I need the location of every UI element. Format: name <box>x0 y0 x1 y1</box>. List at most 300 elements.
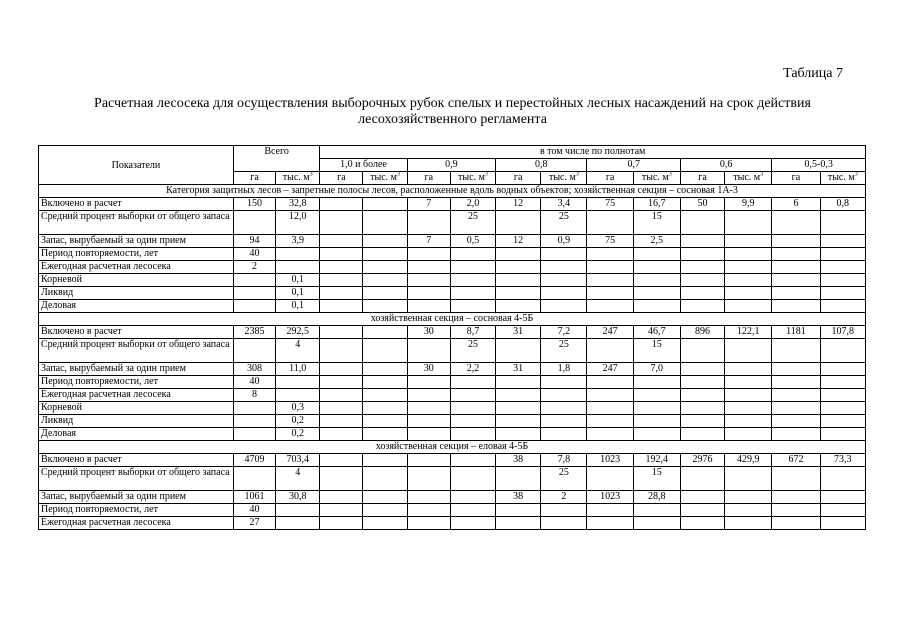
table-row <box>39 467 866 491</box>
table-title <box>40 96 865 128</box>
table-cell: 2 <box>541 491 587 504</box>
table-cell: 28,8 <box>633 491 680 504</box>
table-cell <box>407 376 450 389</box>
table-cell: 27 <box>233 517 275 530</box>
table-cell <box>633 261 680 274</box>
table-cell: 4 <box>276 467 320 491</box>
table-cell <box>820 300 865 313</box>
table-cell <box>320 428 363 441</box>
table-cell <box>633 504 680 517</box>
table-cell <box>407 402 450 415</box>
table-cell <box>680 467 724 491</box>
row-label: Включено в расчет <box>39 326 234 339</box>
table-cell <box>680 504 724 517</box>
unit-volume-label: тыс. м <box>458 172 485 183</box>
allowable-cut-table <box>38 145 866 530</box>
row-label: Средний процент выборки от общего запаса <box>39 211 234 235</box>
table-cell <box>363 363 407 376</box>
table-cell <box>820 504 865 517</box>
table-cell <box>496 467 541 491</box>
table-cell <box>450 274 495 287</box>
table-cell <box>363 389 407 402</box>
table-cell <box>820 339 865 363</box>
row-label: Включено в расчет <box>39 198 234 211</box>
table-cell <box>587 339 633 363</box>
table-cell: 2,2 <box>450 363 495 376</box>
table-cell <box>496 389 541 402</box>
table-row <box>39 389 866 402</box>
table-cell <box>407 491 450 504</box>
table-cell <box>772 339 820 363</box>
table-cell: 25 <box>450 211 495 235</box>
section-title: Категория защитных лесов – запретные полосы лесов, расположенные вдоль водных объектов; хозяйственная секция – сосновая 1А-3 <box>39 185 866 198</box>
table-cell <box>320 274 363 287</box>
table-cell: 31 <box>496 326 541 339</box>
unit-volume-label: тыс. м <box>370 172 398 183</box>
table-cell <box>407 287 450 300</box>
table-row <box>39 517 866 530</box>
table-cell <box>496 300 541 313</box>
table-cell <box>725 415 772 428</box>
table-cell: 25 <box>541 467 587 491</box>
table-cell <box>772 300 820 313</box>
table-cell <box>407 504 450 517</box>
table-cell: 3,4 <box>541 198 587 211</box>
table-cell <box>820 415 865 428</box>
table-cell <box>541 274 587 287</box>
unit-volume-label: тыс. м <box>282 172 310 183</box>
table-cell <box>820 211 865 235</box>
table-cell <box>725 491 772 504</box>
table-cell <box>320 287 363 300</box>
table-cell <box>772 504 820 517</box>
table-cell <box>496 402 541 415</box>
table-cell: 1023 <box>587 454 633 467</box>
table-cell: 15 <box>633 467 680 491</box>
table-cell <box>450 454 495 467</box>
row-label: Ликвид <box>39 287 234 300</box>
table-cell <box>496 211 541 235</box>
table-cell <box>587 467 633 491</box>
table-cell: 0,1 <box>276 274 320 287</box>
table-number: Таблица 7 <box>783 66 843 81</box>
table-cell <box>587 274 633 287</box>
row-label: Корневой <box>39 274 234 287</box>
table-cell: 94 <box>233 235 275 248</box>
table-cell <box>725 363 772 376</box>
table-cell <box>450 248 495 261</box>
table-cell <box>541 415 587 428</box>
row-label: Запас, вырубаемый за один прием <box>39 491 234 504</box>
table-cell <box>820 235 865 248</box>
table-cell <box>541 376 587 389</box>
table-cell <box>496 517 541 530</box>
table-row <box>39 415 866 428</box>
unit-volume-exponent: 3 <box>668 171 672 178</box>
table-cell <box>725 402 772 415</box>
section-header-row <box>39 313 866 326</box>
unit-volume-exponent: 3 <box>309 171 313 178</box>
table-cell <box>276 376 320 389</box>
table-cell: 672 <box>772 454 820 467</box>
table-cell: 46,7 <box>633 326 680 339</box>
table-cell <box>233 339 275 363</box>
table-cell <box>587 300 633 313</box>
table-cell: 8,7 <box>450 326 495 339</box>
table-row <box>39 235 866 248</box>
table-cell <box>587 428 633 441</box>
table-cell: 0,3 <box>276 402 320 415</box>
table-cell <box>820 491 865 504</box>
table-cell <box>725 211 772 235</box>
table-cell <box>233 428 275 441</box>
table-cell <box>363 287 407 300</box>
table-cell <box>320 211 363 235</box>
table-cell <box>680 428 724 441</box>
table-cell <box>725 376 772 389</box>
table-cell <box>496 504 541 517</box>
table-cell <box>680 300 724 313</box>
table-cell <box>363 504 407 517</box>
table-cell <box>450 389 495 402</box>
table-cell: 0,5 <box>450 235 495 248</box>
table-cell <box>363 198 407 211</box>
table-cell: 292,5 <box>276 326 320 339</box>
unit-volume-label: тыс. м <box>827 172 855 183</box>
table-cell <box>276 261 320 274</box>
row-label: Запас, вырубаемый за один прием <box>39 235 234 248</box>
table-cell: 107,8 <box>820 326 865 339</box>
table-cell: 2,0 <box>450 198 495 211</box>
table-row <box>39 454 866 467</box>
unit-volume <box>725 172 772 185</box>
table-cell <box>820 402 865 415</box>
table-cell <box>587 261 633 274</box>
table-cell <box>450 261 495 274</box>
table-cell <box>363 235 407 248</box>
row-label: Запас, вырубаемый за один прием <box>39 363 234 376</box>
table-cell <box>407 415 450 428</box>
table-cell <box>233 415 275 428</box>
table-cell <box>587 376 633 389</box>
table-cell <box>320 504 363 517</box>
table-cell <box>320 261 363 274</box>
table-cell: 7 <box>407 235 450 248</box>
unit-ha: га <box>496 172 541 185</box>
table-cell: 0,1 <box>276 300 320 313</box>
unit-volume <box>450 172 495 185</box>
table-cell: 40 <box>233 376 275 389</box>
table-cell <box>496 428 541 441</box>
table-cell: 40 <box>233 248 275 261</box>
table-cell <box>725 467 772 491</box>
table-cell <box>680 491 724 504</box>
row-label: Деловая <box>39 428 234 441</box>
table-cell <box>363 248 407 261</box>
table-cell <box>587 389 633 402</box>
table-cell <box>363 467 407 491</box>
table-cell <box>587 504 633 517</box>
table-cell <box>320 389 363 402</box>
table-cell <box>633 517 680 530</box>
table-cell: 1181 <box>772 326 820 339</box>
table-cell <box>772 376 820 389</box>
table-cell <box>450 504 495 517</box>
table-cell <box>725 339 772 363</box>
table-cell: 6 <box>772 198 820 211</box>
table-cell: 75 <box>587 235 633 248</box>
table-cell: 1,8 <box>541 363 587 376</box>
table-cell <box>680 235 724 248</box>
unit-ha: га <box>320 172 363 185</box>
table-cell <box>541 287 587 300</box>
table-row <box>39 261 866 274</box>
table-cell <box>450 376 495 389</box>
unit-volume-exponent: 3 <box>397 171 401 178</box>
unit-volume-exponent: 3 <box>854 171 858 178</box>
row-label: Средний процент выборки от общего запаса <box>39 339 234 363</box>
table-cell <box>276 248 320 261</box>
row-label: Период повторяемости, лет <box>39 504 234 517</box>
header-density: 0,6 <box>680 159 771 172</box>
table-cell <box>772 491 820 504</box>
table-cell: 896 <box>680 326 724 339</box>
row-label: Ежегодная расчетная лесосека <box>39 261 234 274</box>
table-cell <box>407 300 450 313</box>
table-cell <box>772 261 820 274</box>
table-cell: 247 <box>587 326 633 339</box>
unit-volume-label: тыс. м <box>548 172 576 183</box>
header-density: 0,5-0,3 <box>772 159 866 172</box>
header-density: 1,0 и более <box>320 159 407 172</box>
table-cell <box>772 389 820 402</box>
table-cell: 192,4 <box>633 454 680 467</box>
table-cell <box>725 248 772 261</box>
table-cell <box>772 211 820 235</box>
table-cell: 8 <box>233 389 275 402</box>
table-cell <box>233 287 275 300</box>
table-cell: 30 <box>407 326 450 339</box>
section-header-row <box>39 185 866 198</box>
table-cell: 0,8 <box>820 198 865 211</box>
table-cell <box>680 274 724 287</box>
table-cell <box>820 261 865 274</box>
table-cell <box>233 467 275 491</box>
row-label: Ликвид <box>39 415 234 428</box>
table-cell <box>363 300 407 313</box>
unit-volume <box>541 172 587 185</box>
table-cell <box>633 248 680 261</box>
table-cell <box>496 415 541 428</box>
table-cell <box>450 300 495 313</box>
table-cell <box>680 415 724 428</box>
unit-volume-exponent: 3 <box>575 171 579 178</box>
table-cell <box>820 467 865 491</box>
table-cell <box>772 235 820 248</box>
table-cell <box>820 363 865 376</box>
table-cell <box>363 274 407 287</box>
table-cell <box>680 376 724 389</box>
table-cell <box>541 261 587 274</box>
table-cell: 38 <box>496 454 541 467</box>
table-cell: 38 <box>496 491 541 504</box>
table-cell <box>587 402 633 415</box>
table-cell <box>633 376 680 389</box>
table-cell: 1023 <box>587 491 633 504</box>
table-cell <box>633 402 680 415</box>
table-cell: 3,9 <box>276 235 320 248</box>
table-cell: 0,2 <box>276 428 320 441</box>
table-cell: 73,3 <box>820 454 865 467</box>
table-row <box>39 300 866 313</box>
table-row <box>39 287 866 300</box>
table-cell <box>772 287 820 300</box>
table-cell <box>320 467 363 491</box>
row-label: Ежегодная расчетная лесосека <box>39 517 234 530</box>
table-cell <box>320 376 363 389</box>
table-row <box>39 376 866 389</box>
table-cell: 2385 <box>233 326 275 339</box>
table-row <box>39 363 866 376</box>
table-cell <box>496 261 541 274</box>
table-cell: 0,1 <box>276 287 320 300</box>
table-cell <box>407 261 450 274</box>
table-cell <box>407 274 450 287</box>
header-by-density: в том числе по полнотам <box>320 146 866 159</box>
table-cell: 25 <box>450 339 495 363</box>
table-cell <box>450 402 495 415</box>
table-cell <box>820 428 865 441</box>
table-cell <box>407 517 450 530</box>
table-cell <box>233 211 275 235</box>
table-cell: 308 <box>233 363 275 376</box>
table-row <box>39 211 866 235</box>
table-cell <box>320 402 363 415</box>
table-cell: 75 <box>587 198 633 211</box>
table-cell: 30,8 <box>276 491 320 504</box>
table-cell <box>680 261 724 274</box>
table-cell <box>450 517 495 530</box>
table-cell <box>320 363 363 376</box>
table-cell <box>320 235 363 248</box>
table-cell <box>407 428 450 441</box>
table-cell: 30 <box>407 363 450 376</box>
table-row <box>39 198 866 211</box>
table-cell <box>363 491 407 504</box>
header-density: 0,7 <box>587 159 680 172</box>
table-cell <box>320 248 363 261</box>
table-cell: 2 <box>233 261 275 274</box>
unit-volume <box>633 172 680 185</box>
table-cell <box>680 211 724 235</box>
table-cell: 0,2 <box>276 415 320 428</box>
table-cell <box>725 504 772 517</box>
unit-ha: га <box>233 172 275 185</box>
table-cell <box>496 287 541 300</box>
table-cell: 40 <box>233 504 275 517</box>
row-label: Период повторяемости, лет <box>39 248 234 261</box>
table-cell <box>233 274 275 287</box>
table-cell <box>363 376 407 389</box>
table-cell <box>363 211 407 235</box>
table-cell <box>820 376 865 389</box>
table-cell <box>725 235 772 248</box>
header-indicators: Показатели <box>39 146 234 185</box>
table-cell: 32,8 <box>276 198 320 211</box>
table-cell <box>541 428 587 441</box>
table-cell <box>320 454 363 467</box>
table-cell <box>541 389 587 402</box>
table-cell <box>820 287 865 300</box>
row-label: Деловая <box>39 300 234 313</box>
table-cell <box>450 491 495 504</box>
table-cell <box>496 376 541 389</box>
table-cell <box>320 415 363 428</box>
unit-volume <box>820 172 865 185</box>
header-density: 0,8 <box>496 159 587 172</box>
table-cell <box>496 248 541 261</box>
table-cell: 150 <box>233 198 275 211</box>
table-cell <box>633 389 680 402</box>
table-cell: 703,4 <box>276 454 320 467</box>
table-cell: 15 <box>633 339 680 363</box>
table-cell <box>772 248 820 261</box>
unit-volume-label: тыс. м <box>733 172 761 183</box>
table-cell <box>587 517 633 530</box>
table-cell: 16,7 <box>633 198 680 211</box>
table-cell <box>772 415 820 428</box>
table-cell <box>320 491 363 504</box>
table-cell: 2,5 <box>633 235 680 248</box>
table-cell: 11,0 <box>276 363 320 376</box>
table-cell <box>496 339 541 363</box>
table-cell <box>407 248 450 261</box>
table-cell <box>725 517 772 530</box>
table-cell <box>587 415 633 428</box>
table-cell <box>633 415 680 428</box>
section-header-row <box>39 441 866 454</box>
table-cell <box>680 363 724 376</box>
table-cell <box>633 300 680 313</box>
table-cell <box>276 517 320 530</box>
table-row <box>39 402 866 415</box>
table-cell <box>450 287 495 300</box>
unit-ha: га <box>772 172 820 185</box>
table-cell <box>587 248 633 261</box>
title-line-2: лесохозяйственного регламента <box>358 112 547 127</box>
unit-volume-label: тыс. м <box>641 172 669 183</box>
table-cell <box>680 339 724 363</box>
table-cell: 247 <box>587 363 633 376</box>
table-cell: 7,0 <box>633 363 680 376</box>
table-cell <box>772 402 820 415</box>
table-cell <box>320 326 363 339</box>
table-cell: 0,9 <box>541 235 587 248</box>
unit-volume-exponent: 3 <box>484 171 488 178</box>
table-cell <box>276 504 320 517</box>
table-cell <box>320 517 363 530</box>
table-cell <box>541 300 587 313</box>
row-label: Средний процент выборки от общего запаса <box>39 467 234 491</box>
table-row <box>39 491 866 504</box>
table-cell: 9,9 <box>725 198 772 211</box>
unit-volume <box>363 172 407 185</box>
table-row <box>39 326 866 339</box>
table-cell: 31 <box>496 363 541 376</box>
table-cell <box>541 402 587 415</box>
unit-ha: га <box>680 172 724 185</box>
table-cell <box>772 274 820 287</box>
